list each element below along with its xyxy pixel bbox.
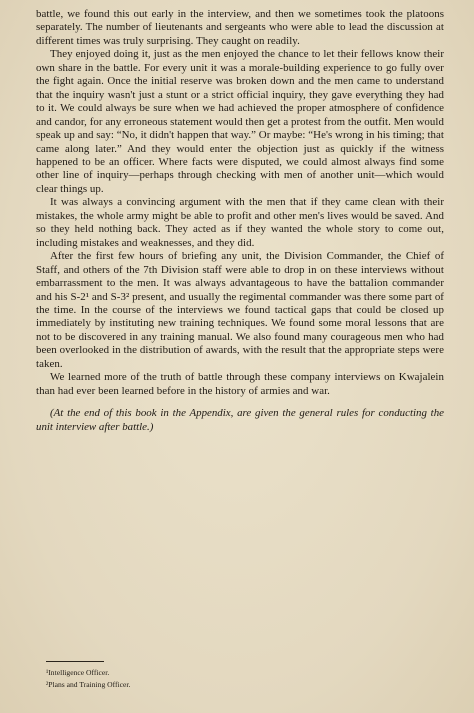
page-body [36,8,444,434]
body-paragraph: battle, we found this out early in the interview, and then we sometimes took the platoons separately. The number of lieutenants and sergeants who were able to lead the discussion at different times was truly surprising. They caught on readily. [36,8,444,47]
footnote-rule [46,661,104,662]
body-paragraph: We learned more of the truth of battle through these company interviews on Kwajalein than had ever been learned before in the history of armies and war. [36,371,444,397]
footnotes [46,661,246,690]
footnote: ²Plans and Training Officer. [46,679,131,689]
body-paragraph: After the first few hours of briefing any unit, the Division Commander, the Chief of Staff, and others of the 7th Division staff were able to drop in on these interviews without embarrassment to the men. It was always advantageous to have the battalion commander and his S-2¹ and S-3² present, and usually the regimental commander was there some part of the time. In the course of the interviews we found tactical gaps that could be closed up immediately by instituting new training techniques. We found some moral lessons that are not to be discovered in any training manual. We also found many courageous men who had been overlooked in the distribution of awards, with the result that the appropriate steps were taken. [36,250,444,370]
appendix-note: (At the end of this book in the Appendix, are given the general rules for conducting the unit interview after battle.) [36,407,444,433]
body-paragraph: They enjoyed doing it, just as the men enjoyed the chance to let their fellows know their own share in the battle. For every unit it was a morale-building experience to go fully over the fight again. Once the initial reserve was broken down and the men came to understand that the inquiry wasn't just a stunt or a strict official inquiry, they gave everything they had to it. We could always be sure when we had achieved the proper atmosphere of confidence and candor, for any erroneous statement would then get a protest from the outfit. Men would speak up and say: “No, it didn't happen that way.” Or maybe: “He's wrong in his timing; that came along later.” And they would enter the objection just as quickly if the witness happened to be an officer. Where facts were disputed, we could almost always find some other line of inquiry—perhaps through checking with men of another unit—which would clear things up. [36,48,444,195]
footnote: ¹Intelligence Officer. [46,668,110,677]
body-paragraph: It was always a convincing argument with the men that if they came clean with their mistakes, the whole army might be able to profit and other men's lives would be saved. And so they held nothing back. They acted as if they wanted the whole story to come out, including mistakes and weaknesses, and they did. [36,196,444,249]
